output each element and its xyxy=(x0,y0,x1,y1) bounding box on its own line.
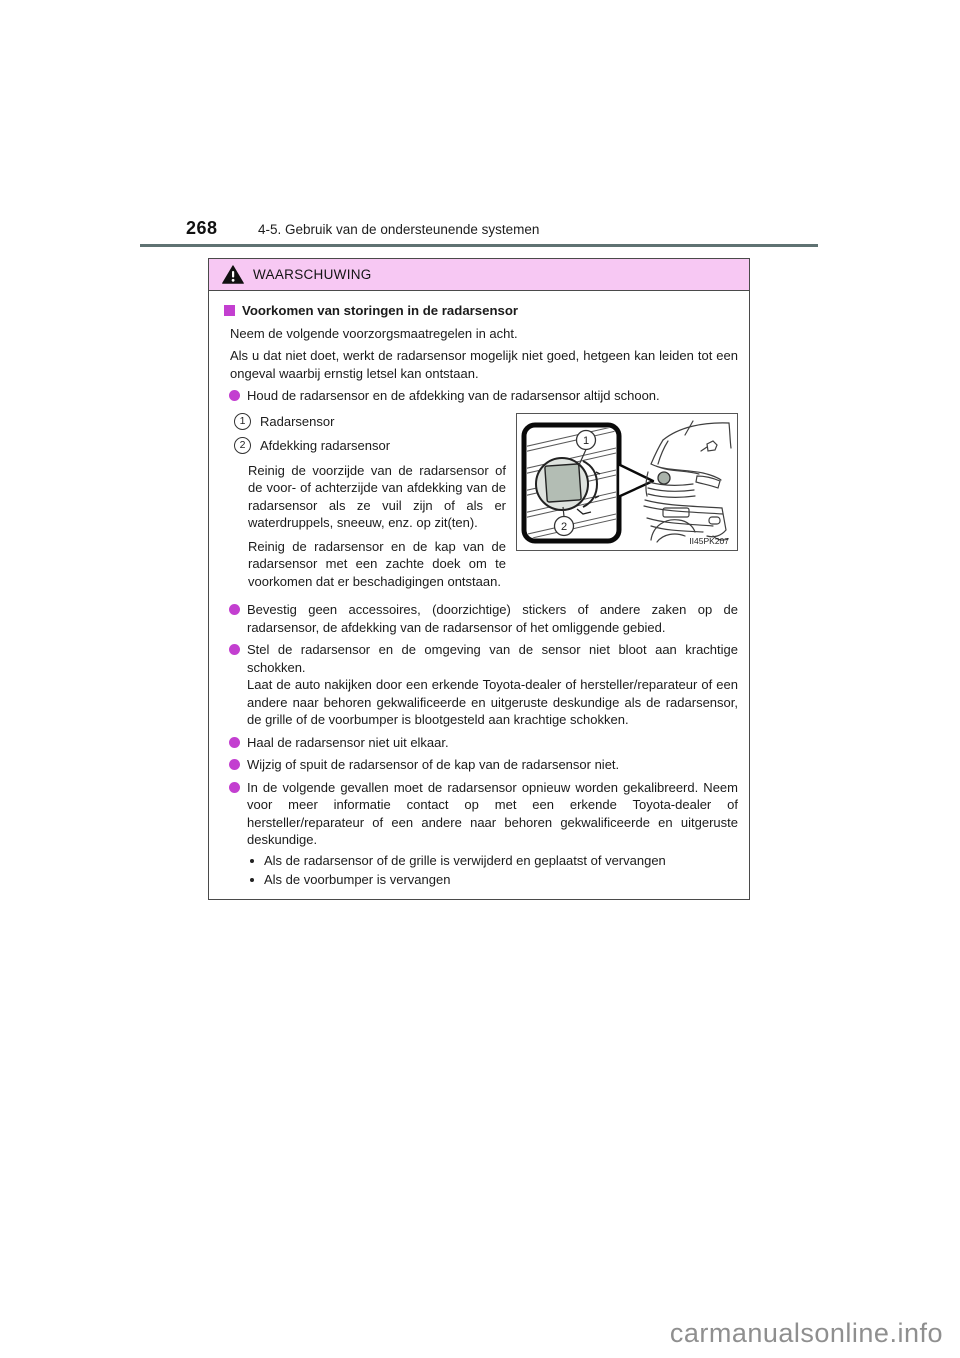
bullet-dot-icon xyxy=(229,604,240,615)
bullet-dot-icon xyxy=(229,390,240,401)
sub-bullet-1 xyxy=(250,852,738,870)
legend-item-2 xyxy=(234,437,506,455)
bullet-disassemble xyxy=(229,734,738,752)
bullet-dot-icon xyxy=(229,782,240,793)
intro-paragraph-2: Als u dat niet doet, werkt de radarsensor mogelijk niet goed, hetgeen kan leiden tot een ongeval waarbij ernstig letsel kan ontstaan. xyxy=(230,348,738,381)
truck-illustration xyxy=(644,421,731,542)
bullet-dot-icon xyxy=(229,759,240,770)
radar-position-marker xyxy=(658,472,670,484)
legend-item-1 xyxy=(234,413,506,431)
square-bullet-icon xyxy=(224,305,235,316)
bullet-text: Stel de radarsensor en de omgeving van de sensor niet bloot aan krachtige schokken. xyxy=(247,642,738,675)
warning-box-header xyxy=(209,259,749,291)
sub-bullet-2 xyxy=(250,871,738,889)
recalibrate-sub-list xyxy=(250,852,738,889)
cleaning-paragraph-2: Reinig de radarsensor en de kap van de radarsensor met een zachte doek om te voorkomen dat er beschadigingen ontstaan. xyxy=(248,538,506,589)
cleaning-paragraph-1: Reinig de voorzijde van de radarsensor of de voor- of achterzijde van afdekking van de radarsensor als ze vuil zijn of als er waterdruppels, sneeuw, enz. op zit(ten). xyxy=(248,462,506,530)
bullet-dot-icon xyxy=(229,737,240,748)
radar-location-figure xyxy=(516,413,738,551)
chapter-header: 4-5. Gebruik van de ondersteunende systemen xyxy=(258,222,540,237)
bullet-recalibrate xyxy=(229,779,738,849)
sensor-detail-text xyxy=(224,411,516,597)
bullet-text: Wijzig of spuit de radarsensor of de kap van de radarsensor niet. xyxy=(247,757,620,772)
legend-label-1: Radarsensor xyxy=(260,413,335,429)
header-rule xyxy=(140,244,818,247)
circled-number-2: 2 xyxy=(234,437,251,454)
callout-number-1: 1 xyxy=(582,434,590,447)
sub-bullet-text: Als de radarsensor of de grille is verwijderd en geplaatst of vervangen xyxy=(264,852,666,868)
warning-title: WAARSCHUWING xyxy=(253,267,372,282)
sub-bullet-text: Als de voorbumper is vervangen xyxy=(264,872,451,887)
circled-number-1: 1 xyxy=(234,413,251,430)
bullet-text: Bevestig geen accessoires, (doorzichtige) stickers of andere zaken op de radarsensor, de afdekking van de radarsensor of het omliggende gebied. xyxy=(247,602,738,635)
radar-sensor xyxy=(545,463,581,501)
magnifier-pointer xyxy=(618,464,653,497)
watermark: carmanualsonline.info xyxy=(669,1318,943,1348)
bullet-text: In de volgende gevallen moet de radarsensor opnieuw worden gekalibreerd. Neem voor meer informatie contact op met een erkende Toyota-dealer of hersteller/reparateur of een andere naar behoren gekwalificeerde en uitgeruste deskundige. xyxy=(247,779,738,847)
figure-code: II45PK207 xyxy=(689,535,729,546)
bullet-shocks xyxy=(229,641,738,729)
bullet-text: Houd de radarsensor en de afdekking van de radarsensor altijd schoon. xyxy=(247,388,660,403)
small-bullet-dot-icon xyxy=(250,859,254,863)
intro-paragraph-1: Neem de volgende voorzorgsmaatregelen in acht. xyxy=(230,325,518,341)
bullet-extra-text: Laat de auto nakijken door een erkende Toyota-dealer of hersteller/reparateur of een andere naar behoren gekwalificeerde en uitgeruste deskundige als de radarsensor, de grille of de voorbumper is blootgesteld aan krachtige schokken. xyxy=(247,677,738,727)
bullet-text: Haal de radarsensor niet uit elkaar. xyxy=(247,734,449,750)
bullet-keep-clean xyxy=(229,387,738,405)
bullet-accessories xyxy=(229,601,738,636)
warning-box-body xyxy=(209,291,749,899)
section-heading-row xyxy=(224,302,738,320)
warning-box xyxy=(208,258,750,900)
warning-triangle-icon xyxy=(222,265,244,284)
sensor-detail-section xyxy=(224,411,738,597)
bullet-dot-icon xyxy=(229,644,240,655)
callout-number-2: 2 xyxy=(560,520,568,533)
page-number: 268 xyxy=(186,218,218,238)
section-heading: Voorkomen van storingen in de radarsensor xyxy=(242,303,519,318)
small-bullet-dot-icon xyxy=(250,878,254,882)
legend-label-2: Afdekking radarsensor xyxy=(260,438,391,453)
bullet-modify xyxy=(229,756,738,774)
